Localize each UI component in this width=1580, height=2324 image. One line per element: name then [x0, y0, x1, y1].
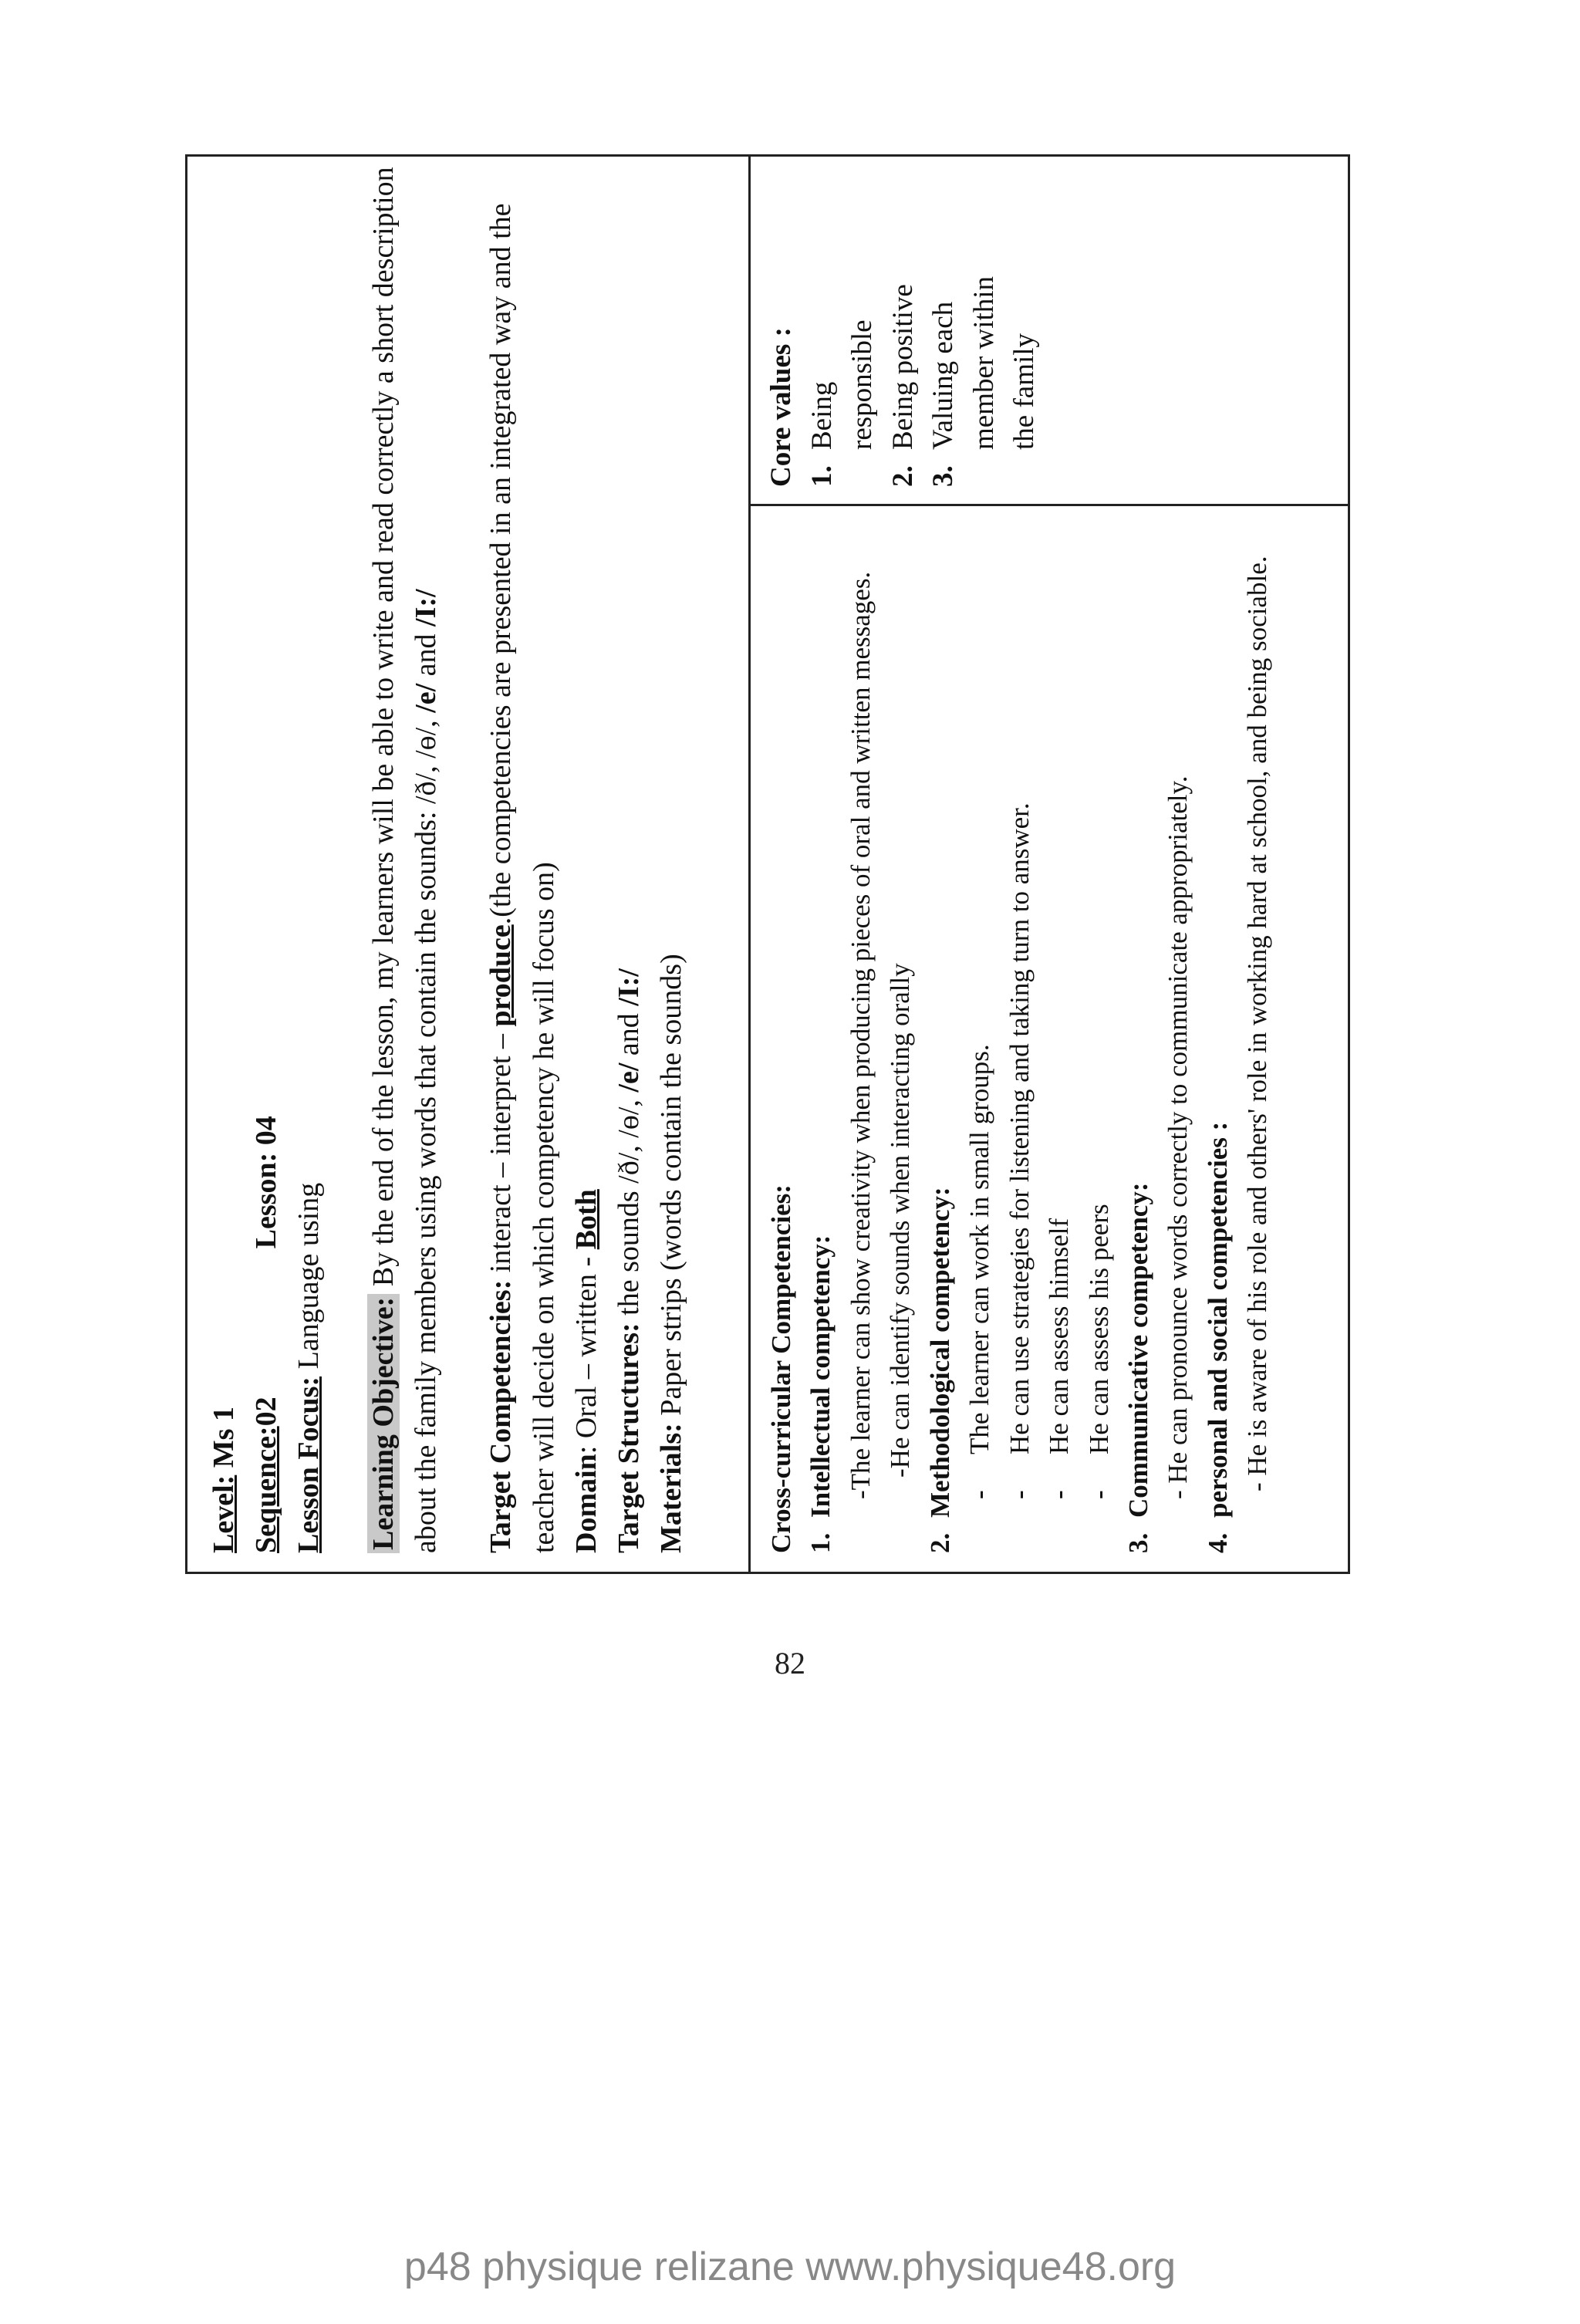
target-competencies-label: Target Competencies: [484, 1279, 518, 1553]
bullet-dash: - [1044, 1490, 1075, 1499]
intellectual-item-2: -He can identify sounds when interacting orally [885, 963, 916, 1478]
cross-curricular-cell [751, 504, 1348, 1572]
target-competencies-line-2 [523, 175, 565, 1553]
learning-objective-sounds: about the family members using words that contain the sounds: /ð/, /ɵ/, [410, 712, 443, 1553]
methodological-item-4 [1079, 525, 1119, 1553]
level-value: Ms 1 [208, 1407, 240, 1475]
methodological-item-1 [960, 525, 999, 1553]
social-heading [1198, 525, 1237, 1553]
lesson-plan-table [185, 154, 1350, 1574]
structure-sound-i: /I:/ [612, 968, 645, 1006]
core-value-text: Being positive [886, 284, 919, 450]
domain-label: Domain [569, 1454, 603, 1553]
core-value-number: 1. [805, 465, 838, 487]
core-value-item [802, 174, 883, 487]
sequence-label: Sequence: [250, 1426, 283, 1553]
core-values-cell [751, 157, 1348, 504]
produce-word: produce [484, 924, 518, 1027]
lesson-focus-label: Lesson Focus: [292, 1376, 326, 1553]
social-number: 4. [1202, 1532, 1233, 1553]
communicative-number: 3. [1123, 1532, 1153, 1553]
target-structures-label: Target Structures: [612, 1322, 645, 1553]
lesson-focus-value: Language using [292, 1182, 326, 1376]
intellectual-item-1: -The learner can show creativity when producing pieces of oral and written messages. [845, 571, 876, 1499]
lesson-focus-line [288, 175, 330, 1553]
materials-label: Materials: [654, 1423, 687, 1553]
structure-and: and [612, 1005, 645, 1063]
domain-both: Both [569, 1189, 603, 1250]
target-competencies-note-2: teacher will decide on which competency he will focus on) [527, 862, 560, 1553]
spacer [330, 175, 363, 1553]
watermark-text: p48 physique relizane www.physique48.org [403, 2245, 1177, 2289]
structure-sound-e: /e/ [612, 1062, 645, 1093]
social-title: personal and social competencies : [1202, 1121, 1233, 1518]
target-structures-text: the sounds /ð/, /ɵ/, [612, 1092, 645, 1323]
sound-e: /e/ [410, 683, 443, 713]
methodological-item-2 [1000, 525, 1039, 1553]
core-values-title: Core values : [765, 327, 797, 487]
spacer [447, 175, 480, 1553]
page-number: 82 [775, 1646, 805, 1681]
intellectual-number: 1. [805, 1532, 836, 1553]
methodological-item-text: He can use strategies for listening and taking turn to answer. [1004, 802, 1035, 1454]
competencies-row [751, 157, 1348, 1572]
methodological-title: Methodological competency: [924, 1187, 955, 1518]
methodological-item-3 [1039, 525, 1079, 1553]
intellectual-title: Intellectual competency: [805, 1235, 836, 1518]
target-competencies-note: .(the competencies are presented in an integrated way and the [484, 203, 518, 925]
core-value-text: Being responsible [805, 319, 879, 450]
methodological-item-text: He can assess his peers [1083, 1204, 1114, 1454]
core-value-item [883, 174, 924, 487]
target-competencies-text: interact – interpret – [484, 1026, 518, 1280]
learning-objective-label: Learning Objective: [367, 1294, 400, 1553]
bullet-dash: - [1004, 1490, 1035, 1499]
target-competencies-line-1 [480, 175, 522, 1553]
learning-objective-line-1 [363, 167, 405, 1553]
rotated-lesson-plan [185, 154, 1350, 1574]
level-line [203, 175, 245, 1553]
sequence-line [245, 175, 288, 1553]
core-value-number: 2. [886, 465, 919, 487]
core-value-item [923, 174, 1045, 487]
materials-line [650, 175, 693, 1553]
core-value-number: 3. [927, 465, 960, 487]
domain-line [565, 175, 608, 1553]
sequence-value: 02 [250, 1397, 283, 1427]
learning-objective-line-2 [405, 175, 447, 1553]
lesson-info-cell [187, 157, 751, 1572]
methodological-heading [920, 525, 960, 1553]
methodological-number: 2. [924, 1532, 955, 1553]
communicative-heading [1119, 525, 1158, 1553]
bullet-dash: - [1083, 1490, 1114, 1499]
cross-curricular-title: Cross-curricular Competencies: [766, 1184, 796, 1553]
communicative-title: Communicative competency: [1123, 1182, 1153, 1518]
level-label: Level: [208, 1474, 240, 1553]
learning-objective-text: By the end of the lesson, my learners will be able to write and read correctly a short description [367, 167, 400, 1294]
and-word: and [410, 626, 443, 684]
intellectual-heading [801, 525, 840, 1553]
methodological-item-text: The learner can work in small groups. [964, 1044, 995, 1454]
methodological-item-text: He can assess himself [1044, 1218, 1075, 1454]
sound-i: /I:/ [410, 589, 443, 627]
core-value-text: Valuing each member within the family [927, 275, 1041, 450]
social-item: - He is aware of his role and others' role in working hard at school, and being sociable. [1242, 556, 1273, 1491]
lesson-number: Lesson: 04 [250, 1116, 283, 1249]
bullet-dash: - [964, 1490, 995, 1499]
domain-text: : Oral – written - [569, 1249, 603, 1454]
materials-text: Paper strips (words contain the sounds) [654, 954, 687, 1424]
target-structures-line [608, 175, 650, 1553]
communicative-item: - He can pronounce words correctly to communicate appropriately. [1163, 775, 1193, 1499]
